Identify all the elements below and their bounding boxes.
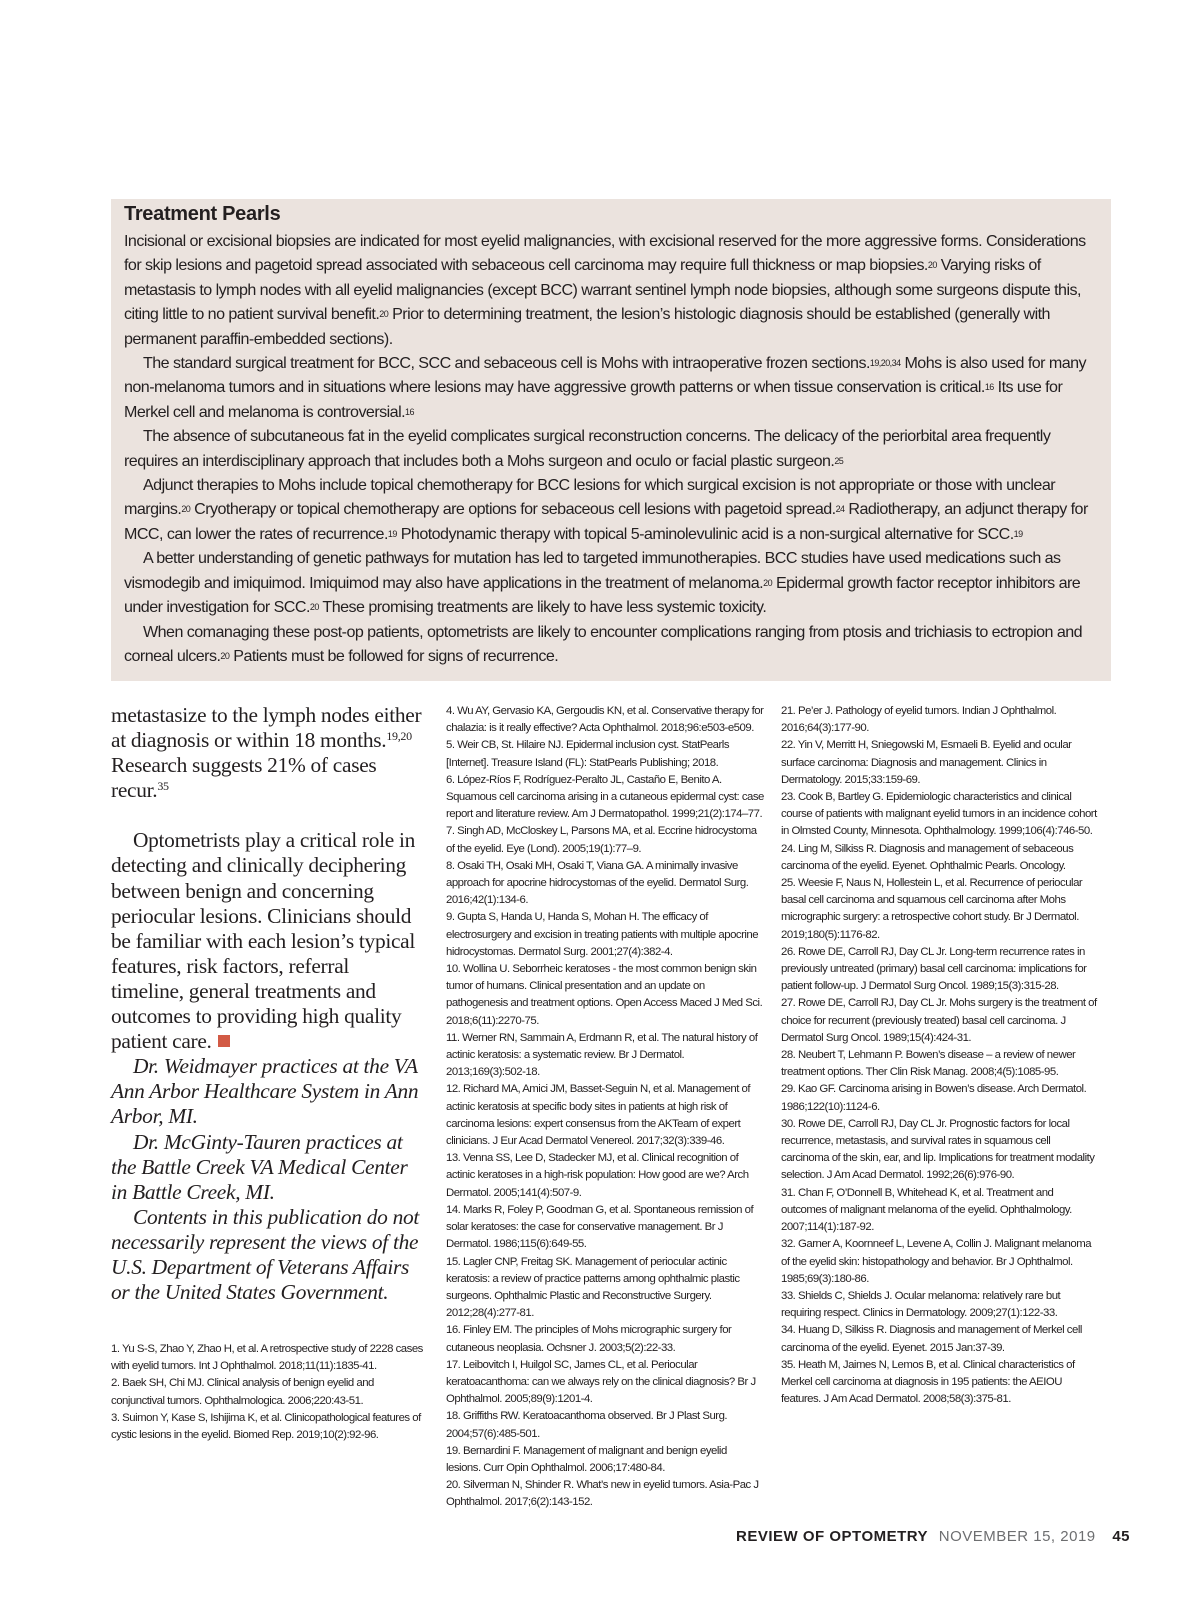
reference-item: 32. Garner A, Koornneef L, Levene A, Collin J. Malignant melanoma of the eyelid skin: histopathology and behavior. Br J Ophthalmol. 1985;69(3):180-86. [781, 1238, 1092, 1285]
reference-item: 27. Rowe DE, Carroll RJ, Day CL Jr. Mohs surgery is the treatment of choice for recurrent (previously treated) basal cell carcinoma. J Dermatol Surg Oncol. 1989;15(4):424-31. [781, 997, 1097, 1044]
reference-item: 4. Wu AY, Gervasio KA, Gergoudis KN, et al. Conservative therapy for chalazia: is it really effective? Acta Ophthalmol. 2018;96:e503-e509. [446, 705, 764, 735]
citation-superscript: 19,20 [386, 729, 412, 744]
reference-item: 2. Baek SH, Chi MJ. Clinical analysis of benign eyelid and conjunctival tumors. Ophthalmologica. 2006;220:43-51. [111, 1377, 374, 1407]
pearls-paragraph: When comanaging these post-op patients, optometrists are likely to encounter complications ranging from ptosis and trichiasis to ectropion and corneal ulcers.$^{20}$ Patients must be followed for signs of recurrence. [124, 622, 1083, 665]
reference-item: 18. Griffiths RW. Keratoacanthoma observed. Br J Plast Surg. 2004;57(6):485-501. [446, 1410, 728, 1440]
citation-superscript: 19,20,34 [869, 358, 901, 369]
reference-item: 31. Chan F, O’Donnell B, Whitehead K, et al. Treatment and outcomes of malignant melanoma of the eyelid. Ophthalmology. 2007;114(1):187-92. [781, 1186, 1072, 1234]
reference-item: 17. Leibovitch I, Huilgol SC, James CL, et al. Periocular keratoacanthoma: can we always rely on the clinical diagnosis? Br J Ophthalmol. 2005;89(9):1201-4. [446, 1358, 756, 1406]
citation-superscript: 20 [181, 504, 191, 515]
citation-superscript: 20 [379, 309, 389, 320]
reference-item: 23. Cook B, Bartley G. Epidemiologic characteristics and clinical course of patients with malignant eyelid tumors in an incidence cohort in Olmsted County, Minnesota. Ophthalmology. 1999;106(4):746-50. [781, 791, 1097, 838]
page-footer [736, 1528, 1130, 1545]
reference-item: 19. Bernardini F. Management of malignant and benign eyelid lesions. Curr Opin Ophthalmol. 2006;17:480-84. [446, 1444, 727, 1474]
reference-item: 14. Marks R, Foley P, Goodman G, et al. Spontaneous remission of solar keratoses: the case for conservative management. Br J Dermatol. 1986;115(6):649-55. [446, 1203, 754, 1251]
reference-item: 35. Heath M, Jaimes N, Lemos B, et al. Clinical characteristics of Merkel cell carcinoma at diagnosis in 195 patients: the AEIOU features. J Am Acad Dermatol. 2008;58(3):375-81. [781, 1358, 1075, 1406]
reference-item: 7. Singh AD, McCloskey L, Parsons MA, et al. Eccrine hidrocystoma of the eyelid. Eye (Lond). 2005;19(1):77–9. [446, 825, 757, 855]
citation-superscript: 24 [835, 504, 845, 515]
issue-date: NOVEMBER 15, 2019 [938, 1528, 1096, 1545]
citation-superscript: 19 [387, 528, 397, 539]
article-body-column [111, 703, 423, 1305]
body-paragraph-metastasis: metastasize to the lymph nodes either at diagnosis or within 18 months.$^{19,20}$ Research suggests 21% of cases recur.$^{35}$ [111, 703, 422, 803]
disclaimer: Contents in this publication do not necessarily represent the views of the U.S. Department of Veterans Affairs or the United States Government. [111, 1204, 420, 1305]
treatment-pearls-title: Treatment Pearls [124, 203, 281, 225]
reference-item: 29. Kao GF. Carcinoma arising in Bowen’s disease. Arch Dermatol. 1986;122(10):1124-6. [781, 1083, 1087, 1113]
reference-item: 28. Neubert T, Lehmann P. Bowen’s disease – a review of newer treatment options. Ther Clin Risk Manag. 2008;4(5):1085-95. [781, 1049, 1076, 1079]
references-column-1 [111, 1341, 426, 1444]
reference-item: 30. Rowe DE, Carroll RJ, Day CL Jr. Prognostic factors for local recurrence, metastasis, and survival rates in squamous cell carcinoma of the skin, ear, and lip. Implications for treatment modality selection. J Am Acad Dermatol. 1992;26(6):976-90. [781, 1117, 1095, 1182]
reference-item: 34. Huang D, Silkiss R. Diagnosis and management of Merkel cell carcinoma of the eyelid. Eyenet. 2015 Jan:37-39. [781, 1324, 1082, 1354]
reference-item: 5. Weir CB, St. Hilaire NJ. Epidermal inclusion cyst. StatPearls [Internet]. Treasure Island (FL): StatPearls Publishing; 2018. [446, 739, 730, 769]
reference-item: 10. Wollina U. Seborrheic keratoses - the most common benign skin tumor of humans. Clinical presentation and an update on pathogenesis and treatment options. Open Access Maced J Med Sci. 2018;6(11):2270-75. [446, 963, 763, 1027]
reference-item: 20. Silverman N, Shinder R. What’s new in eyelid tumors. Asia-Pac J Ophthalmol. 2017;6(2):143-152. [446, 1479, 759, 1509]
reference-item: 11. Werner RN, Sammain A, Erdmann R, et al. The natural history of actinic keratosis: a systematic review. Br J Dermatol. 2013;169(3):502-18. [446, 1031, 758, 1079]
reference-item: 1. Yu S-S, Zhao Y, Zhao H, et al. A retrospective study of 2228 cases with eyelid tumors. Int J Ophthalmol. 2018;11(11):1835-41. [111, 1343, 423, 1373]
pearls-paragraph: Incisional or excisional biopsies are indicated for most eyelid malignancies, with excisional reserved for the more aggressive forms. Considerations for skip lesions and pagetoid spread associated with sebaceous cell carcinoma may require full thickness or map biopsies.$^{20}$ Varying risks of metastasis to lymph nodes with all eyelid malignancies (except BCC) warrant sentinel lymph node biopsies, although some surgeons dispute this, citing little to no patient survival benefit.$^{20}$ Prior to determining treatment, the lesion’s histologic diagnosis should be established (generally with permanent paraffin-embedded sections). [124, 232, 1086, 348]
reference-item: 13. Venna SS, Lee D, Stadecker MJ, et al. Clinical recognition of actinic keratoses in a high-risk population: How good are we? Arch Dermatol. 2005;141(4):507-9. [446, 1152, 749, 1199]
reference-item: 25. Weesie F, Naus N, Hollestein L, et al. Recurrence of periocular basal cell carcinoma and squamous cell carcinoma after Mohs micrographic surgery: a retrospective cohort study. Br J Dermatol. 2019;180(5):1176-82. [781, 877, 1083, 941]
pearls-paragraph: The standard surgical treatment for BCC, SCC and sebaceous cell is Mohs with intraoperative frozen sections.$^{19,20,34}$ Mohs is also used for many non-melanoma tumors and in situations where lesions may have aggressive growth patterns or when tissue conservation is critical.$^{16}$ Its use for Merkel cell and melanoma is controversial.$^{16}$ [124, 354, 1087, 421]
treatment-pearls-box [111, 199, 1111, 681]
citation-superscript: 20 [927, 260, 937, 271]
author-bio-mcginty-tauren: Dr. McGinty-Tauren practices at the Battle Creek VA Medical Center in Battle Creek, MI. [111, 1129, 408, 1204]
reference-item: 22. Yin V, Merritt H, Sniegowski M, Esmaeli B. Eyelid and ocular surface carcinoma: Diagnosis and management. Clinics in Dermatology. 2015;33:159-69. [781, 739, 1072, 786]
end-of-article-icon [218, 1035, 230, 1047]
references-column-2 [446, 703, 764, 1512]
citation-superscript: 20 [220, 650, 230, 661]
reference-item: 21. Pe’er J. Pathology of eyelid tumors. Indian J Ophthalmol. 2016;64(3):177-90. [781, 705, 1057, 735]
reference-item: 26. Rowe DE, Carroll RJ, Day CL Jr. Long-term recurrence rates in previously untreated (primary) basal cell carcinoma: implications for patient follow-up. J Dermatol Surg Oncol. 1989;15(3):315-28. [781, 945, 1087, 993]
citation-superscript: 25 [834, 455, 844, 466]
reference-item: 24. Ling M, Silkiss R. Diagnosis and management of sebaceous carcinoma of the eyelid. Eyenet. Ophthalmic Pearls. Oncology. [781, 842, 1074, 872]
citation-superscript: 19 [1013, 528, 1023, 539]
citation-superscript: 16 [984, 382, 994, 393]
reference-item: 15. Lagler CNP, Freitag SK. Management of periocular actinic keratosis: a review of practice patterns among ophthalmic plastic surgeons. Ophthalmic Plastic and Reconstructive Surgery. 2012;28(4):277-81. [446, 1255, 740, 1320]
magazine-name: REVIEW OF OPTOMETRY [736, 1528, 929, 1545]
page-number: 45 [1112, 1528, 1130, 1545]
citation-superscript: 35 [157, 779, 169, 794]
citation-superscript: 20 [763, 577, 773, 588]
author-bio-weidmayer: Dr. Weidmayer practices at the VA Ann Arbor Healthcare System in Ann Arbor, MI. [111, 1054, 419, 1129]
pearls-paragraph: A better understanding of genetic pathways for mutation has led to targeted immunotherapies. BCC studies have used medications such as vismodegib and imiquimod. Imiquimod may also have applications in the treatment of melanoma.$^{20}$ Epidermal growth factor receptor inhibitors are under investigation for SCC.$^{20}$ These promising treatments are likely to have less systemic toxicity. [124, 549, 1081, 617]
reference-item: 12. Richard MA, Amici JM, Basset-Seguin N, et al. Management of actinic keratosis at specific body sites in patients at high risk of carcinoma lesions: expert consensus from the AKTeam of expert clinicians. J Eur Acad Dermatol Venereol. 2017;32(3):339-46. [446, 1083, 751, 1148]
reference-item: 8. Osaki TH, Osaki MH, Osaki T, Viana GA. A minimally invasive approach for apocrine hidrocystomas of the eyelid. Dermatol Surg. 2016;42(1):134-6. [446, 859, 749, 907]
pearls-paragraph: Adjunct therapies to Mohs include topical chemotherapy for BCC lesions for which surgical excision is not appropriate or those with unclear margins.$^{20}$ Cryotherapy or topical chemotherapy are options for sebaceous cell lesions with pagetoid spread.$^{24}$ Radiotherapy, an adjunct therapy for MCC, can lower the rates of recurrence.$^{19}$ Photodynamic therapy with topical 5-aminolevulinic acid is a non-surgical alternative for SCC.$^{19}$ [124, 476, 1088, 543]
citation-superscript: 16 [405, 406, 414, 417]
pearls-paragraph: The absence of subcutaneous fat in the eyelid complicates surgical reconstruction concerns. The delicacy of the periorbital area frequently requires an interdisciplinary approach that includes both a Mohs surgeon and oculo or facial plastic surgeon.$^{25}$ [124, 427, 1051, 470]
reference-item: 16. Finley EM. The principles of Mohs micrographic surgery for cutaneous neoplasia. Ochsner J. 2003;5(2):22-33. [446, 1324, 732, 1354]
reference-item: 6. López-Ríos F, Rodríguez-Peralto JL, Castaño E, Benito A. Squamous cell carcinoma arising in a cutaneous epidermal cyst: case report and literature review. Am J Dermatopathol. 1999;21(2):174–77. [446, 773, 764, 821]
references-column-3 [781, 703, 1099, 1408]
citation-superscript: 20 [309, 602, 319, 613]
reference-item: 33. Shields C, Shields J. Ocular melanoma: relatively rare but requiring respect. Clinics in Dermatology. 2009;27(1):122-33. [781, 1289, 1061, 1320]
body-paragraph-conclusion: Optometrists play a critical role in detecting and clinically deciphering between benign and concerning periocular lesions. Clinicians should be familiar with each lesion’s typical features, risk factors, referral timeline, general treatments and outcomes to providing high quality patient care. [111, 828, 416, 1054]
reference-item: 3. Suimon Y, Kase S, Ishijima K, et al. Clinicopathological features of cystic lesions in the eyelid. Biomed Rep. 2019;10(2):92-96. [111, 1411, 421, 1442]
reference-item: 9. Gupta S, Handa U, Handa S, Mohan H. The efficacy of electrosurgery and excision in treating patients with multiple apocrine hidrocystomas. Dermatol Surg. 2001;27(4):382-4. [446, 911, 759, 958]
